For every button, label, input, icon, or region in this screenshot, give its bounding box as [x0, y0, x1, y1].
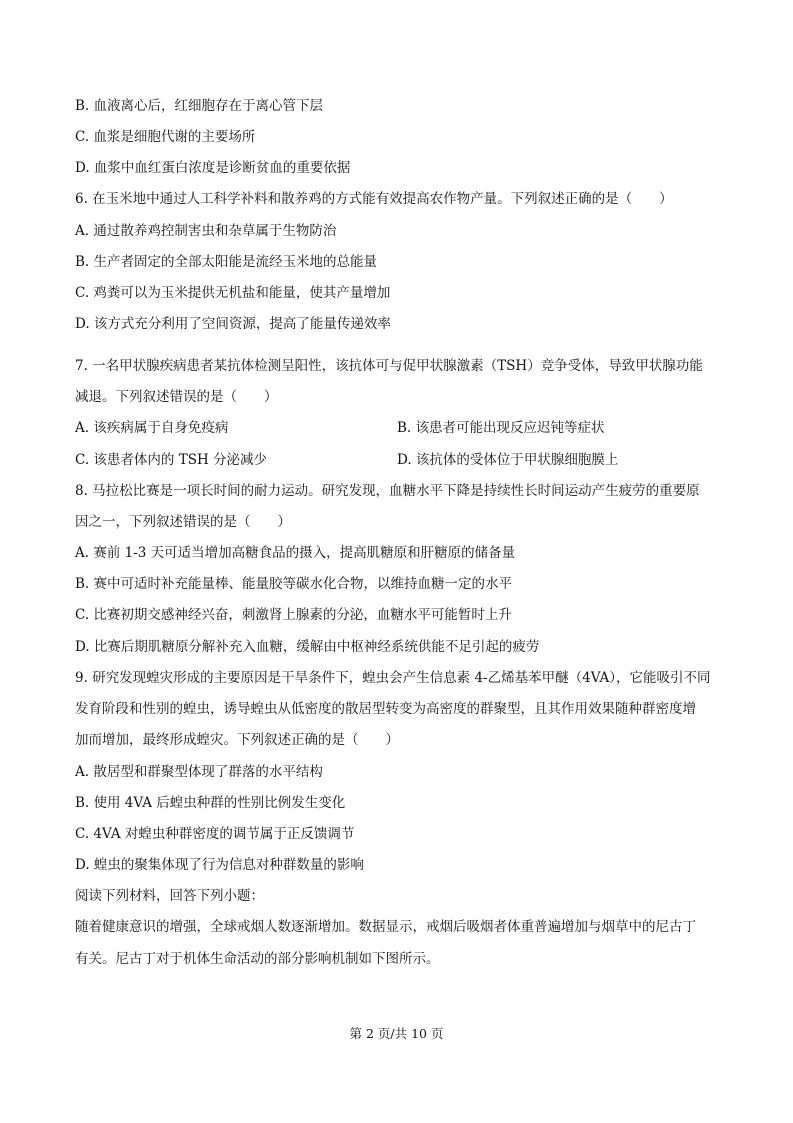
- q9-option-d: D. 蝗虫的聚集体现了行为信息对种群数量的影响: [75, 857, 364, 873]
- page-footer: 第 2 页/共 10 页: [349, 1026, 444, 1041]
- q6-stem: 6. 在玉米地中通过人工科学补料和散养鸡的方式能有效提高农作物产量。下列叙述正确的是（ ）: [75, 191, 673, 207]
- q8-option-d: D. 比赛后期肌糖原分解补充入血糖，缓解由中枢神经系统供能不足引起的疲劳: [75, 639, 540, 655]
- q9-stem-line-1: 9. 研究发现蝗灾形成的主要原因是干旱条件下，蝗虫会产生信息素 4-乙烯基苯甲醚（4VA），它能吸引不同: [75, 670, 711, 686]
- q5-option-d: D. 血浆中血红蛋白浓度是诊断贫血的重要依据: [75, 160, 351, 176]
- q6-option-c: C. 鸡粪可以为玉米提供无机盐和能量，使其产量增加: [75, 285, 391, 301]
- q5-option-b: B. 血液离心后，红细胞存在于离心管下层: [75, 98, 324, 114]
- q9-option-b: B. 使用 4VA 后蝗虫种群的性别比例发生变化: [75, 795, 346, 811]
- q6-option-a: A. 通过散养鸡控制害虫和杂草属于生物防治: [75, 223, 337, 239]
- q6-option-d: D. 该方式充分利用了空间资源，提高了能量传递效率: [75, 316, 391, 332]
- q8-stem-line-1: 8. 马拉松比赛是一项长时间的耐力运动。研究发现，血糖水平下降是持续性长时间运动产生疲劳的重要原: [75, 483, 700, 499]
- q9-stem-line-3: 加而增加，最终形成蝗灾。下列叙述正确的是（ ）: [75, 732, 399, 748]
- q9-stem-line-2: 发育阶段和性别的蝗虫，诱导蝗虫从低密度的散居型转变为高密度的群聚型，且其作用效果随种群密度增: [75, 701, 696, 717]
- q9-option-a: A. 散居型和群聚型体现了群落的水平结构: [75, 764, 323, 780]
- q9-option-c: C. 4VA 对蝗虫种群密度的调节属于正反馈调节: [75, 826, 355, 842]
- q7-stem-line-1: 7. 一名甲状腺疾病患者某抗体检测呈阳性，该抗体可与促甲状腺激素（TSH）竞争受体，导致甲状腺功能: [75, 358, 703, 374]
- q6-option-b: B. 生产者固定的全部太阳能是流经玉米地的总能量: [75, 254, 378, 270]
- q7-option-a: A. 该疾病属于自身免疫病: [75, 420, 229, 436]
- reading-line-2: 有关。尼古丁对于机体生命活动的部分影响机制如下图所示。: [75, 951, 440, 967]
- reading-instruction: 阅读下列材料，回答下列小题：: [75, 888, 264, 904]
- q7-option-b: B. 该患者可能出现反应迟钝等症状: [397, 420, 605, 436]
- q8-option-b: B. 赛中可适时补充能量棒、能量胶等碳水化合物，以维持血糖一定的水平: [75, 576, 513, 592]
- reading-line-1: 随着健康意识的增强，全球戒烟人数逐渐增加。数据显示，戒烟后吸烟者体重普遍增加与烟草中的尼古丁: [75, 919, 696, 935]
- q8-option-a: A. 赛前 1-3 天可适当增加高糖食品的摄入，提高肌糖原和肝糖原的储备量: [75, 545, 516, 561]
- q5-option-c: C. 血浆是细胞代谢的主要场所: [75, 129, 256, 145]
- q7-stem-line-2: 减退。下列叙述错误的是（ ）: [75, 389, 278, 405]
- q8-stem-line-2: 因之一，下列叙述错误的是（ ）: [75, 514, 291, 530]
- q7-option-d: D. 该抗体的受体位于甲状腺细胞膜上: [397, 452, 619, 468]
- q7-option-c: C. 该患者体内的 TSH 分泌减少: [75, 452, 268, 468]
- q8-option-c: C. 比赛初期交感神经兴奋，刺激肾上腺素的分泌，血糖水平可能暂时上升: [75, 607, 512, 623]
